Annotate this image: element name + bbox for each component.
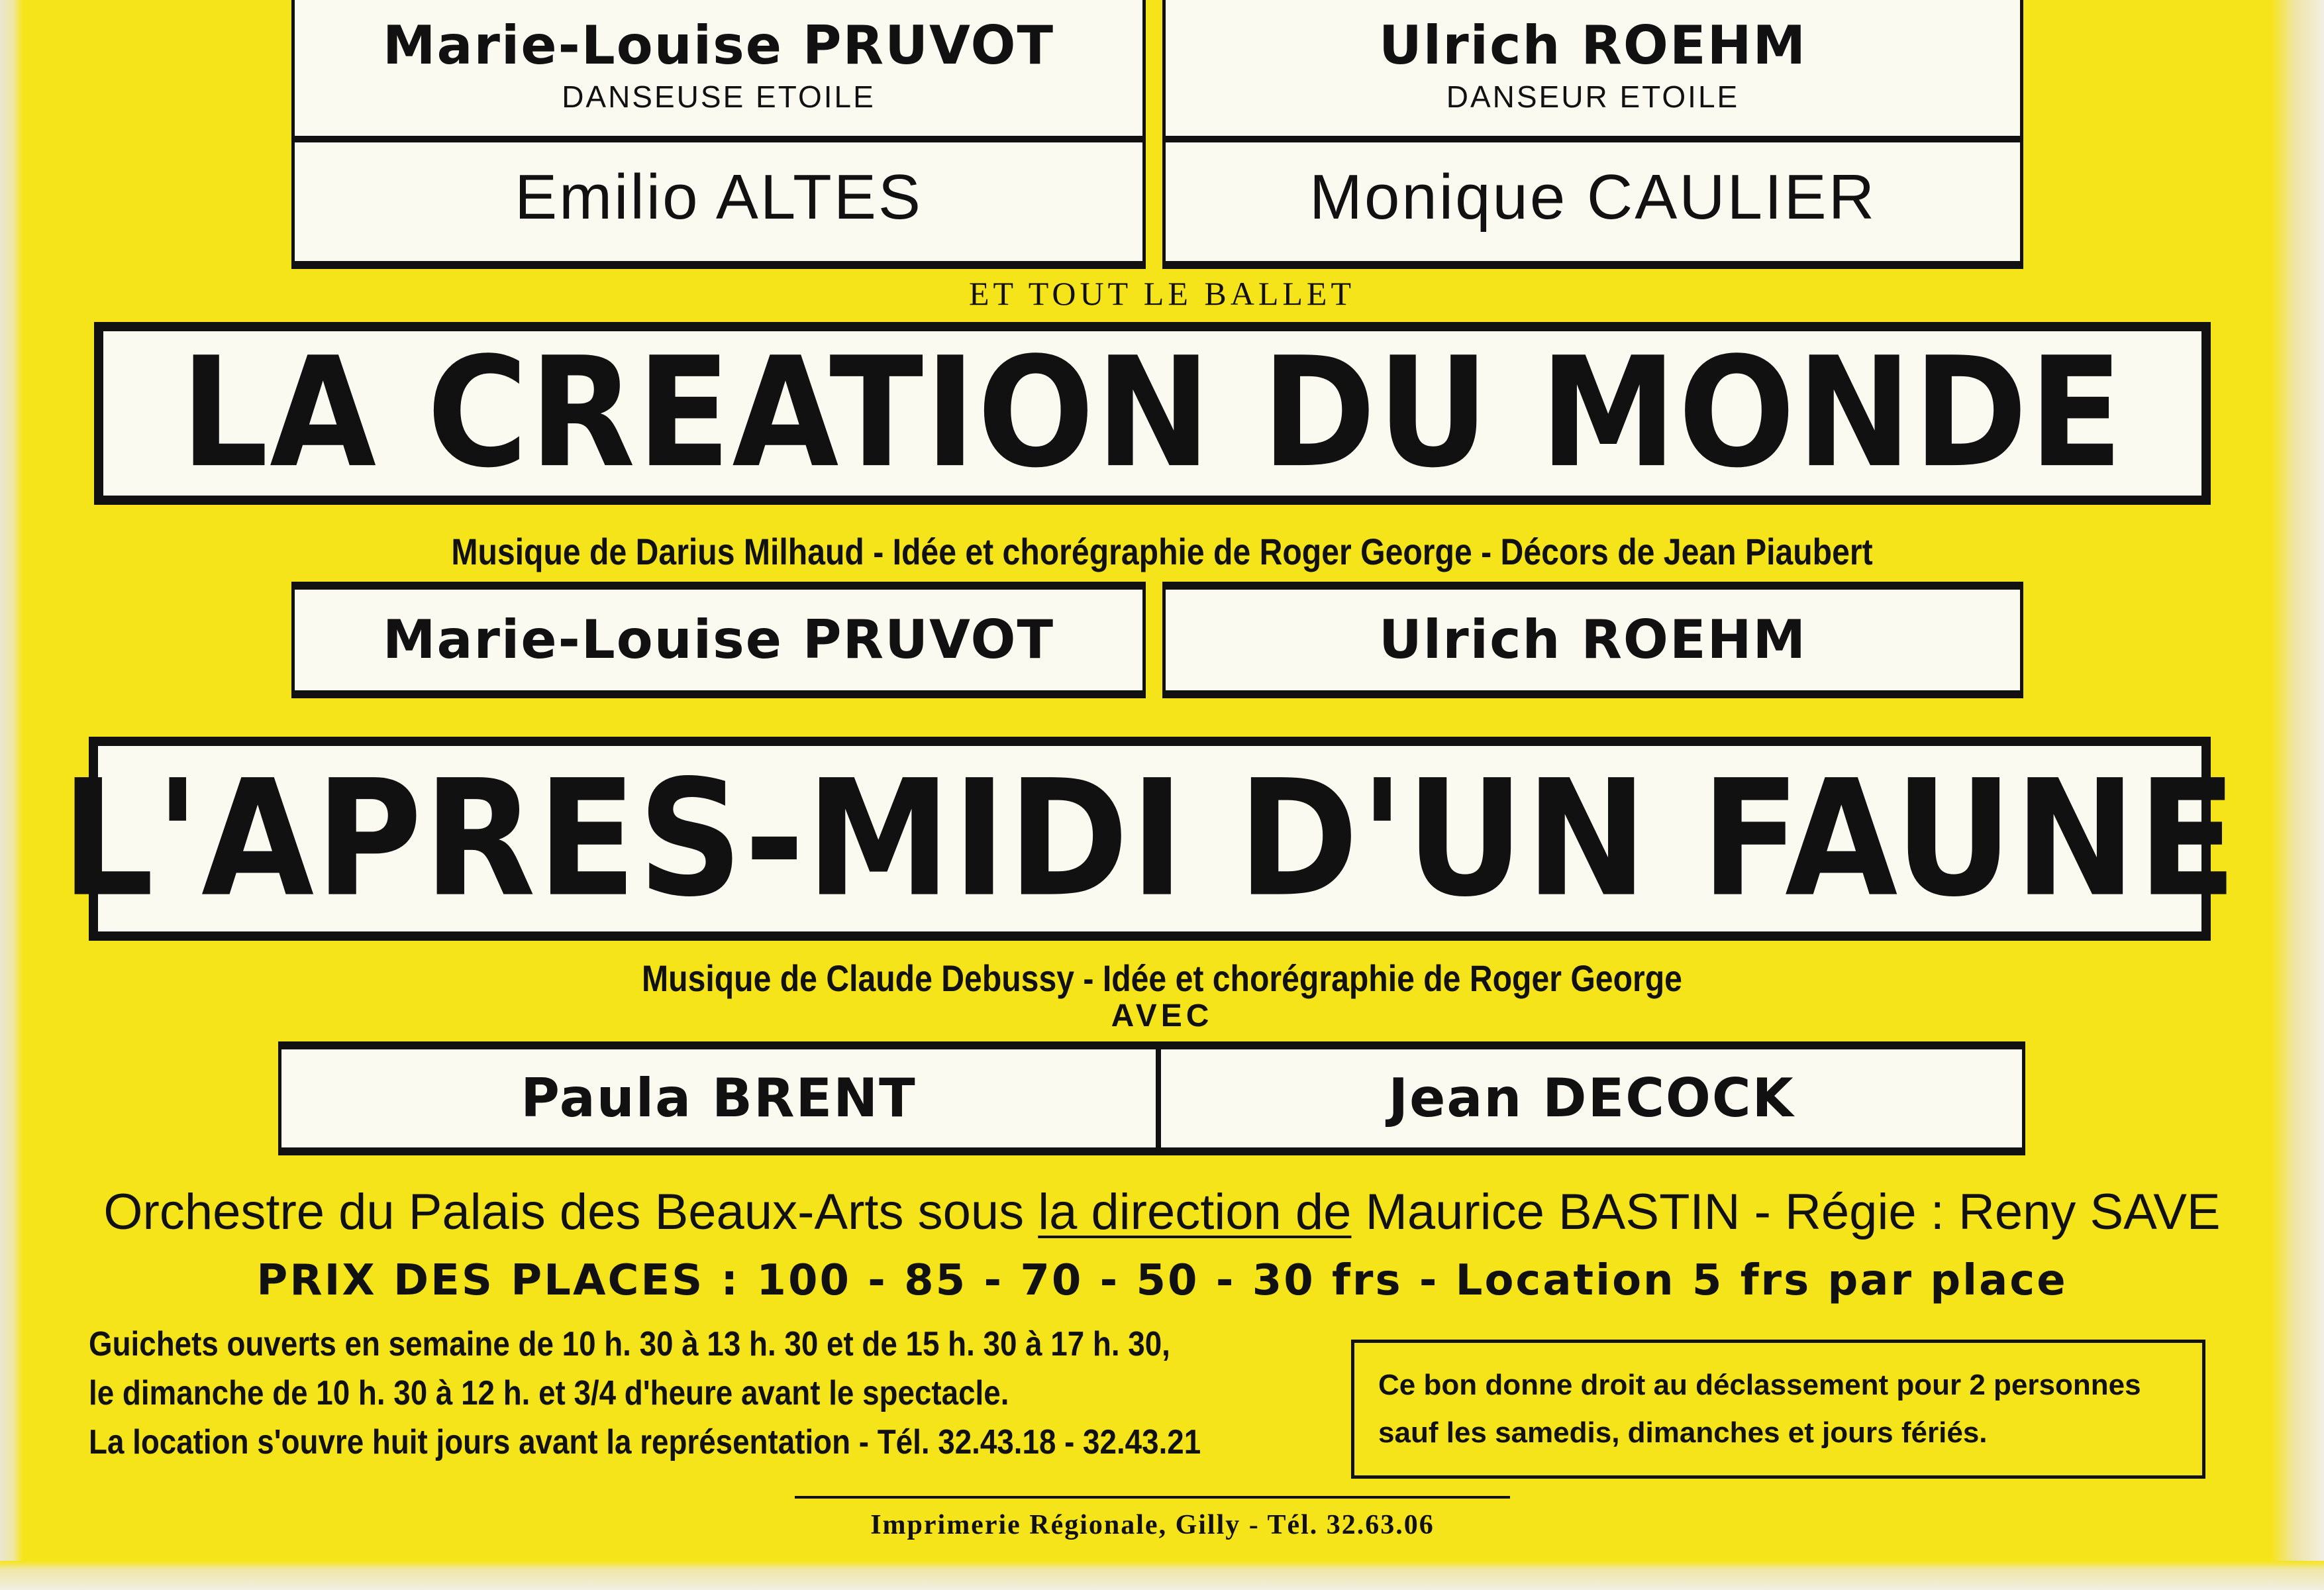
cast-box-right xyxy=(1162,0,2023,269)
voucher-box xyxy=(1351,1340,2205,1479)
ballet-title: L'APRES-MIDI D'UN FAUNE xyxy=(61,745,2239,932)
star-role: DANSEUR ETOILE xyxy=(1446,79,1740,114)
title-box-2 xyxy=(61,737,2239,941)
divider xyxy=(295,136,1142,142)
voucher-line: sauf les samedis, dimanches et jours fériés. xyxy=(1378,1416,1988,1449)
dancer-cell-left xyxy=(295,134,1142,261)
divider xyxy=(1166,136,2020,142)
ballet-title: LA CREATION DU MONDE xyxy=(180,325,2125,502)
title-box-1 xyxy=(94,322,2211,505)
cast-name: Ulrich ROEHM xyxy=(1378,609,1807,670)
info-line: Guichets ouverts en semaine de 10 h. 30 à 13 h. 30 et de 15 h. 30 à 17 h. 30, xyxy=(89,1325,1170,1363)
dancer-cell-right xyxy=(1166,134,2020,261)
star-cell-right xyxy=(1166,0,2020,134)
ballet-credits: Musique de Darius Milhaud - Idée et chorégraphie de Roger George - Décors de Jean Piaubert xyxy=(451,531,1873,572)
with-label: AVEC xyxy=(1111,998,1213,1034)
cast-box-left xyxy=(278,1041,1159,1155)
cast-box-right xyxy=(1158,1041,2025,1155)
cast-name: Marie-Louise PRUVOT xyxy=(382,609,1055,670)
star-name: Ulrich ROEHM xyxy=(1378,14,1807,76)
printer-credit: Imprimerie Régionale, Gilly - Tél. 32.63.06 xyxy=(795,1496,1510,1541)
cast-box-right xyxy=(1162,582,2023,698)
orchestra-underlined: la direction de xyxy=(1038,1184,1352,1240)
star-name: Marie-Louise PRUVOT xyxy=(382,14,1055,76)
orchestra-text: Maurice BASTIN - Régie : Reny SAVE xyxy=(1351,1184,2221,1240)
ensemble-note: ET TOUT LE BALLET xyxy=(969,275,1355,312)
star-role: DANSEUSE ETOILE xyxy=(562,79,876,114)
dancer-name: Monique CAULIER xyxy=(1309,161,1877,233)
ballet-credits: Musique de Claude Debussy - Idée et chorégraphie de Roger George xyxy=(642,957,1682,999)
info-line: le dimanche de 10 h. 30 à 12 h. et 3/4 d'heure avant le spectacle. xyxy=(89,1374,1009,1412)
cast-box-left xyxy=(291,582,1146,698)
orchestra-text: Orchestre du Palais des Beaux-Arts sous xyxy=(103,1184,1038,1240)
cast-box-left xyxy=(291,0,1146,269)
box-office-info xyxy=(89,1320,1201,1467)
cast-name: Paula BRENT xyxy=(521,1067,917,1129)
voucher-line: Ce bon donne droit au déclassement pour 2 personnes xyxy=(1378,1369,2141,1401)
prices-line: PRIX DES PLACES : 100 - 85 - 70 - 50 - 30 frs - Location 5 frs par place xyxy=(256,1256,2068,1305)
star-cell-left xyxy=(295,0,1142,134)
orchestra-line xyxy=(0,1183,2324,1241)
info-line: La location s'ouvre huit jours avant la représentation - Tél. 32.43.18 - 32.43.21 xyxy=(89,1423,1201,1461)
paper-edge-bottom xyxy=(0,1561,2324,1590)
dancer-name: Emilio ALTES xyxy=(515,161,923,233)
cast-name: Jean DECOCK xyxy=(1388,1067,1795,1129)
paper-edge-right xyxy=(2271,0,2324,1590)
paper-edge-left xyxy=(0,0,23,1590)
